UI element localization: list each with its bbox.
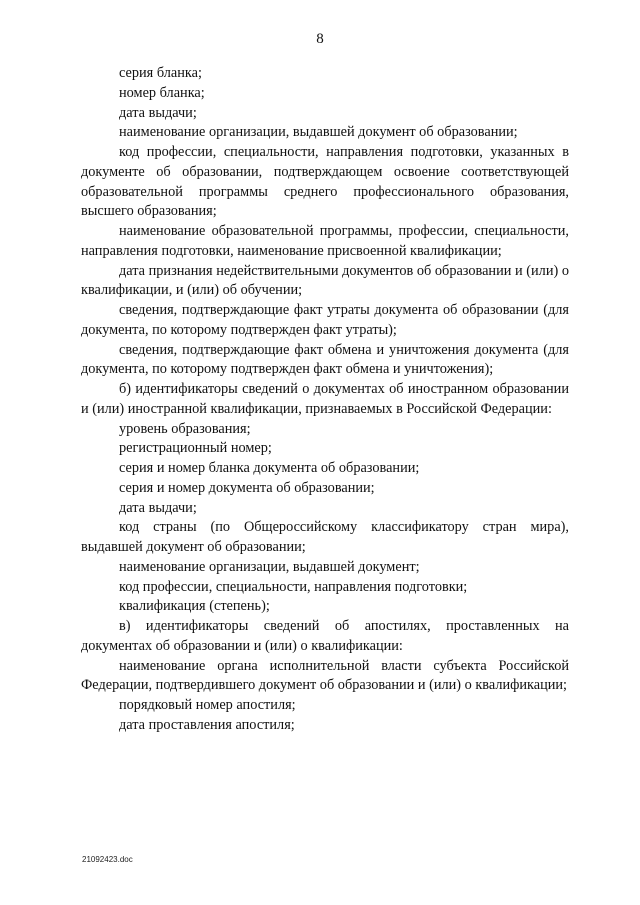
footer-filename: 21092423.doc: [82, 855, 133, 864]
paragraph: наименование организации, выдавшей документ об образовании;: [119, 124, 518, 141]
paragraph: квалификация (степень);: [119, 598, 270, 615]
paragraph: регистрационный номер;: [119, 440, 272, 457]
paragraph: в) идентификаторы сведений об апостилях, проставленных на документах об образовании и (или) о квалификации:: [81, 618, 569, 654]
paragraph: б) идентификаторы сведений о документах об иностранном образовании и (или) иностранной квалификации, признаваемых в Российской Федерации:: [81, 381, 569, 417]
paragraph: серия и номер документа об образовании;: [119, 479, 375, 496]
paragraph: наименование образовательной программы, профессии, специальности, направления подготовки, наименование присвоенной квалификации;: [81, 223, 569, 259]
paragraph: серия и номер бланка документа об образовании;: [119, 460, 420, 476]
paragraph: наименование организации, выдавшей документ;: [119, 558, 420, 575]
page-number: 8: [316, 31, 324, 47]
paragraph: сведения, подтверждающие факт утраты документа об образовании (для документа, по которому подтвержден факт утраты);: [81, 302, 569, 338]
paragraph: серия бланка;: [119, 65, 202, 81]
paragraph: дата выдачи;: [119, 499, 197, 516]
paragraph: сведения, подтверждающие факт обмена и уничтожения документа (для документа, по которому подтвержден факт обмена и уничтожения);: [81, 341, 569, 378]
paragraph: дата проставления апостиля;: [119, 716, 295, 733]
document-body: [81, 64, 569, 736]
paragraph: код страны (по Общероссийскому классификатору стран мира), выдавшей документ об образовании;: [81, 519, 569, 555]
paragraph: дата выдачи;: [119, 104, 197, 121]
paragraph: уровень образования;: [119, 420, 251, 437]
paragraph: код профессии, специальности, направления подготовки;: [119, 578, 468, 595]
paragraph: дата признания недействительными документов об образовании и (или) о квалификации, и (или) об обучении;: [81, 262, 569, 299]
paragraph: номер бланка;: [119, 84, 205, 101]
paragraph: порядковый номер апостиля;: [119, 697, 296, 713]
paragraph: наименование органа исполнительной власти субъекта Российской Федерации, подтвердившего документ об образовании и (или) о квалификации;: [81, 657, 569, 694]
paragraph: код профессии, специальности, направления подготовки, указанных в документе об образовании, подтверждающем освоение соответствующей образовательной программы среднего профессионального образования, высшего образования;: [81, 144, 569, 220]
